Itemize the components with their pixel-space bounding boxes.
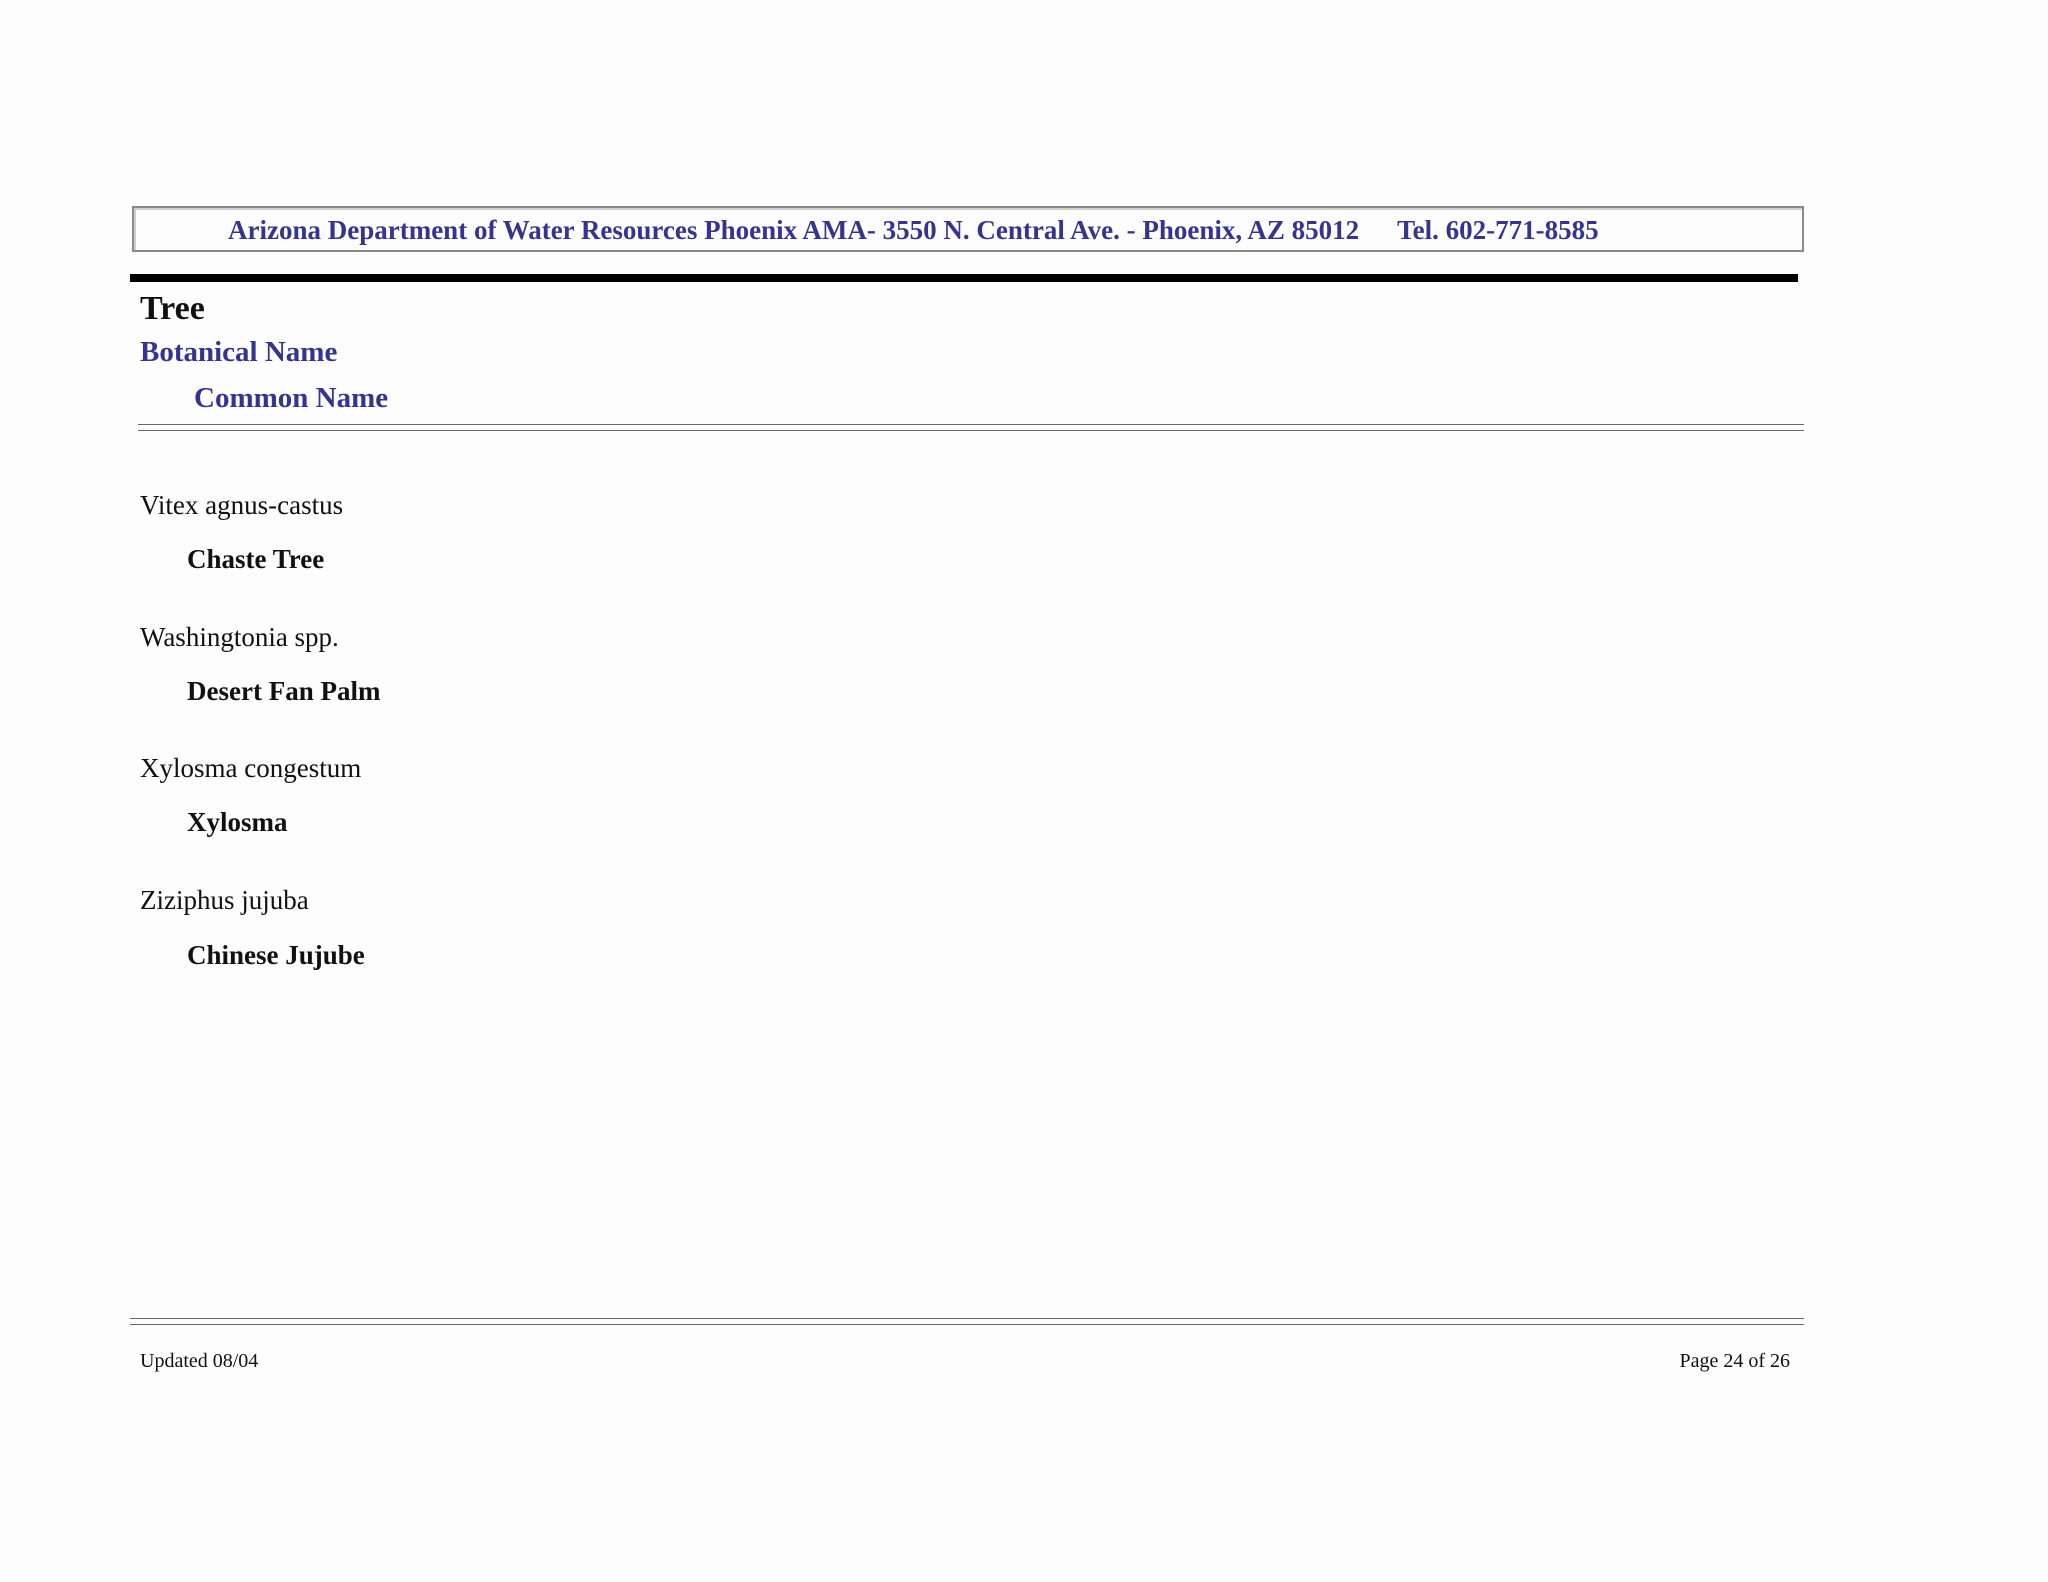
entry-common-name: Xylosma [187, 807, 288, 837]
column-header-divider [138, 424, 1804, 431]
column-header-common: Common Name [194, 382, 389, 414]
entry-botanical-name: Ziziphus jujuba [140, 885, 309, 915]
footer-page-number: Page 24 of 26 [1679, 1350, 1790, 1372]
column-header-botanical: Botanical Name [140, 336, 338, 368]
entry-botanical-name: Washingtonia spp. [140, 622, 339, 652]
section-title: Tree [140, 290, 205, 327]
entry-botanical-name: Xylosma congestum [140, 753, 362, 783]
entry-common-name: Desert Fan Palm [187, 676, 381, 706]
header-divider [130, 274, 1798, 282]
footer-updated-date: Updated 08/04 [140, 1350, 259, 1372]
header-banner [228, 212, 1599, 248]
entry-common-name: Chaste Tree [187, 544, 325, 574]
footer-divider [130, 1318, 1804, 1325]
entry-common-name: Chinese Jujube [187, 940, 365, 970]
header-organization: Arizona Department of Water Resources Phoenix AMA- 3550 N. Central Ave. - Phoenix, AZ 85012 [228, 215, 1360, 245]
entry-botanical-name: Vitex agnus-castus [140, 490, 344, 520]
header-phone: Tel. 602-771-8585 [1397, 215, 1599, 245]
